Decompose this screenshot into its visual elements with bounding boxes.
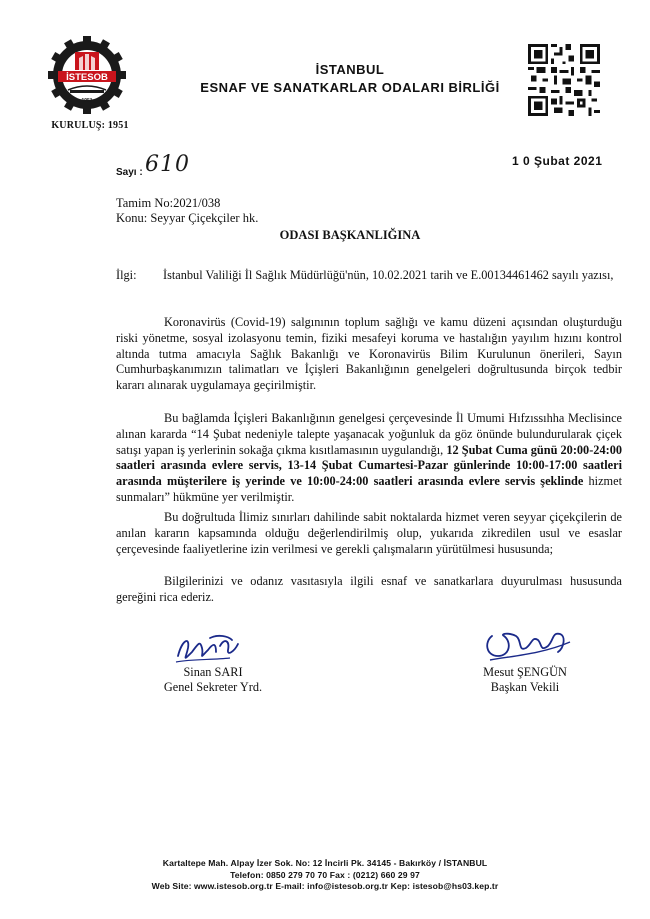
paragraph-1: Koronavirüs (Covid-19) salgınının toplum sağlığı ve kamu düzeni açısından oluşturduğu riski yönetme, sosyal izolasyonu temin, fiziki mesafeyi koruma ve hastalığın yayılım hızını kontrol altında tutma amacıyla Sağlık Bakanlığı ve Koronavirüs Bilim Kurulunun önerileri, Sayın Cumhurbaşkanımızın talimatları ve İçişleri Bakanlığının genelgeleri doğrultusunda birçok tedbir kararı alınarak uygulamaya geçirilmiştir. xyxy=(116,315,622,393)
logo-year: 1951 xyxy=(81,98,93,104)
paragraph-2 xyxy=(116,411,622,506)
recipient-heading: ODASI BAŞKANLIĞINA xyxy=(279,228,421,242)
reference-label: İlgi: xyxy=(116,268,137,282)
org-name: ESNAF VE SANATKARLAR ODALARI BİRLİĞİ xyxy=(200,80,500,95)
footer-web-email: Web Site: www.istesob.org.tr E-mail: info@istesob.org.tr Kep: istesob@hs03.kep.tr xyxy=(151,881,499,891)
subject-line: Konu: Seyyar Çiçekçiler hk. xyxy=(116,211,259,225)
document-number-label: Sayı : xyxy=(116,167,143,178)
document-date-stamp: 1 0 Şubat 2021 xyxy=(512,154,603,168)
document-number-handwritten: 610 xyxy=(145,152,190,177)
paragraph-2-outro: hizmet sunmaları” hükmüne yer verilmiştir. xyxy=(116,474,622,504)
logo-text: İSTESOB xyxy=(66,72,108,83)
paragraph-4: Bilgilerinizi ve odanız vasıtasıyla ilgili esnaf ve sanatkarlara duyurulması hususunda gereğini rica ederiz. xyxy=(116,574,622,604)
signature-2-handwritten xyxy=(482,622,574,668)
circular-number: Tamim No:2021/038 xyxy=(116,196,221,210)
founded-year: KURULUŞ: 1951 xyxy=(51,120,129,131)
org-city: İSTANBUL xyxy=(315,62,385,77)
footer-phone-fax: Telefon: 0850 279 70 70 Fax : (0212) 660 29 97 xyxy=(230,870,420,880)
paragraph-2-bold-schedule: 12 Şubat Cuma günü 20:00-24:00 saatleri arasında evlere servis, 13-14 Şubat Cumartesi-Pazar günlerinde 10:00-17:00 saatleri arasında müşterilere iş yerinde ve 10:00-24:00 saatleri arasında evlere servis şeklinde xyxy=(116,442,622,489)
signature-1-handwritten xyxy=(172,626,242,668)
signatory-2-title: Başkan Vekili xyxy=(490,680,560,694)
footer-address: Kartaltepe Mah. Alpay İzer Sok. No: 12 İncirli Pk. 34145 - Bakırköy / İSTANBUL xyxy=(162,858,488,868)
paragraph-3: Bu doğrultuda İlimiz sınırları dahilinde sabit noktalarda hizmet veren seyyar çiçekçilerin de anılan kararın kapsamında olduğu değerlendirilmiş olup, yukarıda zikredilen usul ve esaslar çerçevesinde faaliyetlerine izin verilmesi ve gerekli çalışmaların yürütülmesi hususunda; xyxy=(116,510,622,556)
signatory-1-name: Sinan SARI xyxy=(183,665,243,679)
paragraph-2-intro: Bu bağlamda İçişleri Bakanlığının genelgesi çerçevesinde İl Umumi Hıfzıssıhha Meclisince alınan kararda “14 Şubat nedeniyle talepte yaşanacak yoğunluk da göz önünde bulundurularak çiçek satışı yapan iş yerlerinin sokağa çıkma kısıtlamasının uygulandığı, xyxy=(116,411,622,457)
istesob-logo xyxy=(48,36,126,114)
reference-text: İstanbul Valiliği İl Sağlık Müdürlüğü'nün, 10.02.2021 tarih ve E.00134461462 sayılı yazısı, xyxy=(163,268,614,282)
qr-code xyxy=(528,44,600,116)
signatory-2-name: Mesut ŞENGÜN xyxy=(483,665,567,679)
signatory-1-title: Genel Sekreter Yrd. xyxy=(163,680,263,694)
